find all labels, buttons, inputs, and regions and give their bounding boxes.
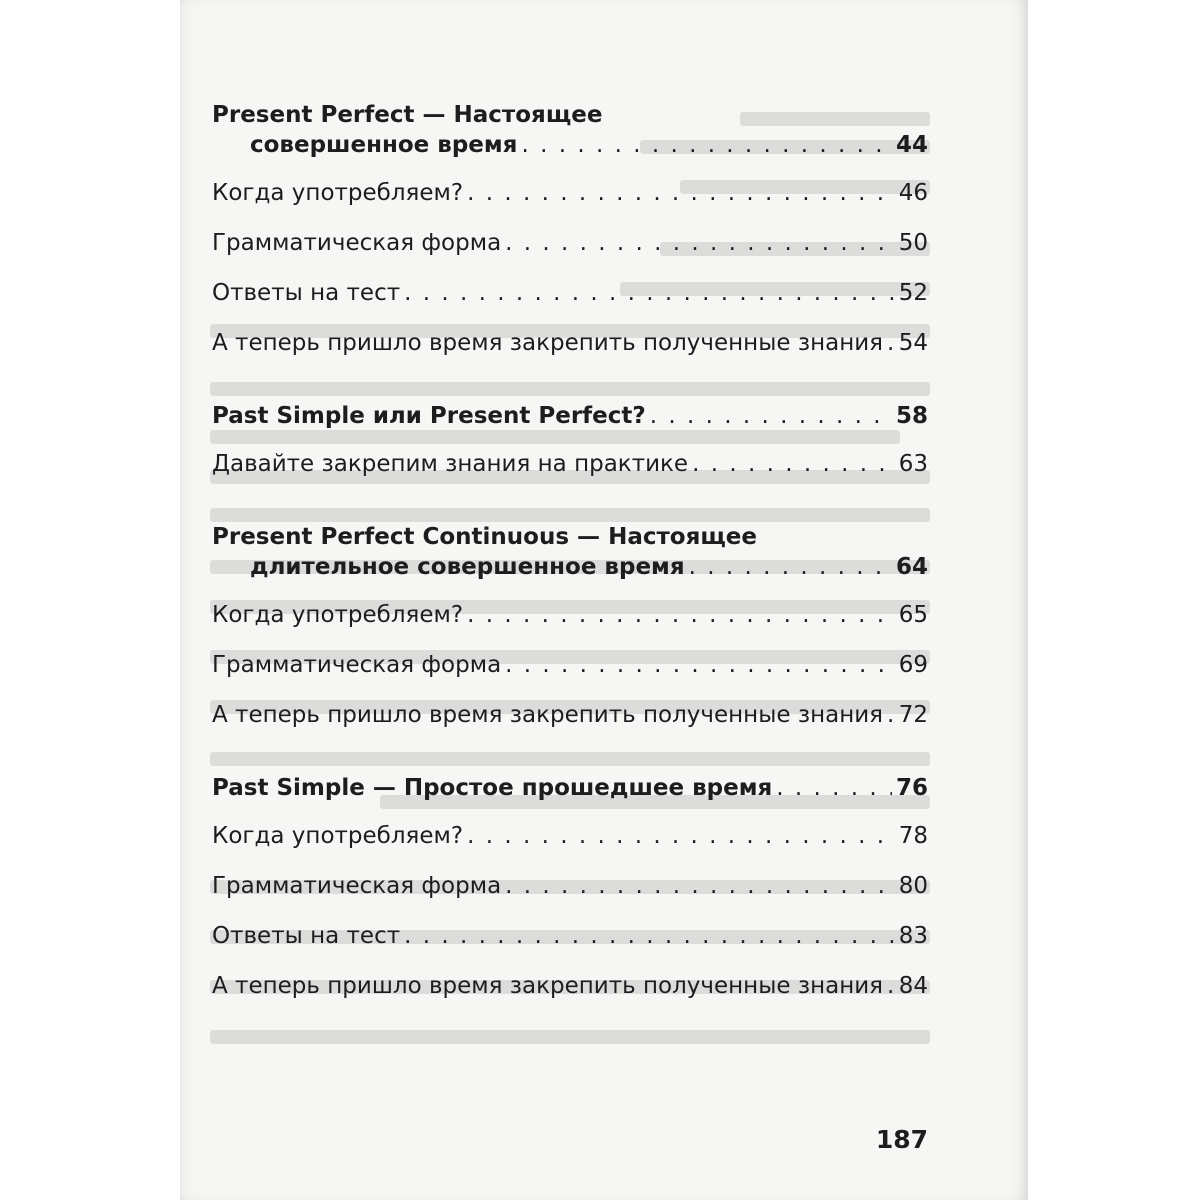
toc-entry	[212, 328, 928, 358]
toc-entry	[212, 650, 928, 680]
entry-label: Когда употребляем?	[212, 180, 464, 206]
entry-label: Когда употребляем?	[212, 823, 464, 849]
dot-leader	[887, 700, 895, 730]
dot-leader	[467, 821, 895, 851]
table-of-contents	[212, 100, 928, 1001]
toc-entry	[212, 178, 928, 208]
chapter-title-continued: длительное совершенное время	[250, 554, 685, 580]
chapter-entry	[212, 552, 928, 582]
page-ref: 65	[898, 602, 928, 628]
page-ref: 63	[898, 451, 928, 477]
dot-leader	[887, 328, 895, 358]
chapter-title: Present Perfect Continuous — Настоящее	[212, 524, 757, 550]
toc-entry	[212, 449, 928, 479]
dot-leader	[776, 773, 892, 803]
toc-entry	[212, 600, 928, 630]
page-ref: 72	[898, 702, 928, 728]
toc-entry	[212, 921, 928, 951]
entry-label: Грамматическая форма	[212, 230, 502, 256]
chapter-title: Past Simple — Простое прошедшее время	[212, 775, 773, 801]
chapter-entry	[212, 773, 928, 803]
entry-label: Ответы на тест	[212, 280, 401, 306]
page-ref: 44	[895, 132, 928, 158]
dot-leader	[404, 278, 895, 308]
page-ref: 50	[898, 230, 928, 256]
entry-label: Давайте закрепим знания на практике	[212, 451, 689, 477]
page-ref: 83	[898, 923, 928, 949]
page-ref: 78	[898, 823, 928, 849]
dot-leader	[505, 650, 895, 680]
entry-label: Когда употребляем?	[212, 602, 464, 628]
toc-entry	[212, 228, 928, 258]
entry-label: А теперь пришло время закрепить полученные знания	[212, 330, 884, 356]
dot-leader	[467, 178, 895, 208]
page-ref: 69	[898, 652, 928, 678]
toc-entry	[212, 821, 928, 851]
chapter-entry	[212, 401, 928, 431]
page-number: 187	[875, 1125, 928, 1154]
dot-leader	[692, 449, 895, 479]
chapter-title: Past Simple или Present Perfect?	[212, 403, 646, 429]
page-ref: 52	[898, 280, 928, 306]
chapter-entry	[212, 130, 928, 160]
page-ref: 54	[898, 330, 928, 356]
dot-leader	[689, 552, 892, 582]
dot-leader	[467, 600, 895, 630]
page-ref: 46	[898, 180, 928, 206]
dot-leader	[650, 401, 892, 431]
entry-label: Грамматическая форма	[212, 873, 502, 899]
entry-label: А теперь пришло время закрепить полученные знания	[212, 973, 884, 999]
dot-leader	[521, 130, 892, 160]
dot-leader	[404, 921, 895, 951]
toc-entry	[212, 871, 928, 901]
page-ref: 58	[895, 403, 928, 429]
toc-entry	[212, 700, 928, 730]
page-ref: 64	[895, 554, 928, 580]
entry-label: А теперь пришло время закрепить полученные знания	[212, 702, 884, 728]
dot-leader	[887, 971, 895, 1001]
chapter-title-continued: совершенное время	[250, 132, 518, 158]
dot-leader	[505, 228, 895, 258]
toc-entry	[212, 278, 928, 308]
page-ref: 80	[898, 873, 928, 899]
page-ref: 76	[895, 775, 928, 801]
entry-label: Ответы на тест	[212, 923, 401, 949]
chapter-title: Present Perfect — Настоящее	[212, 102, 603, 128]
entry-label: Грамматическая форма	[212, 652, 502, 678]
dot-leader	[505, 871, 895, 901]
toc-entry	[212, 971, 928, 1001]
page-ref: 84	[898, 973, 928, 999]
